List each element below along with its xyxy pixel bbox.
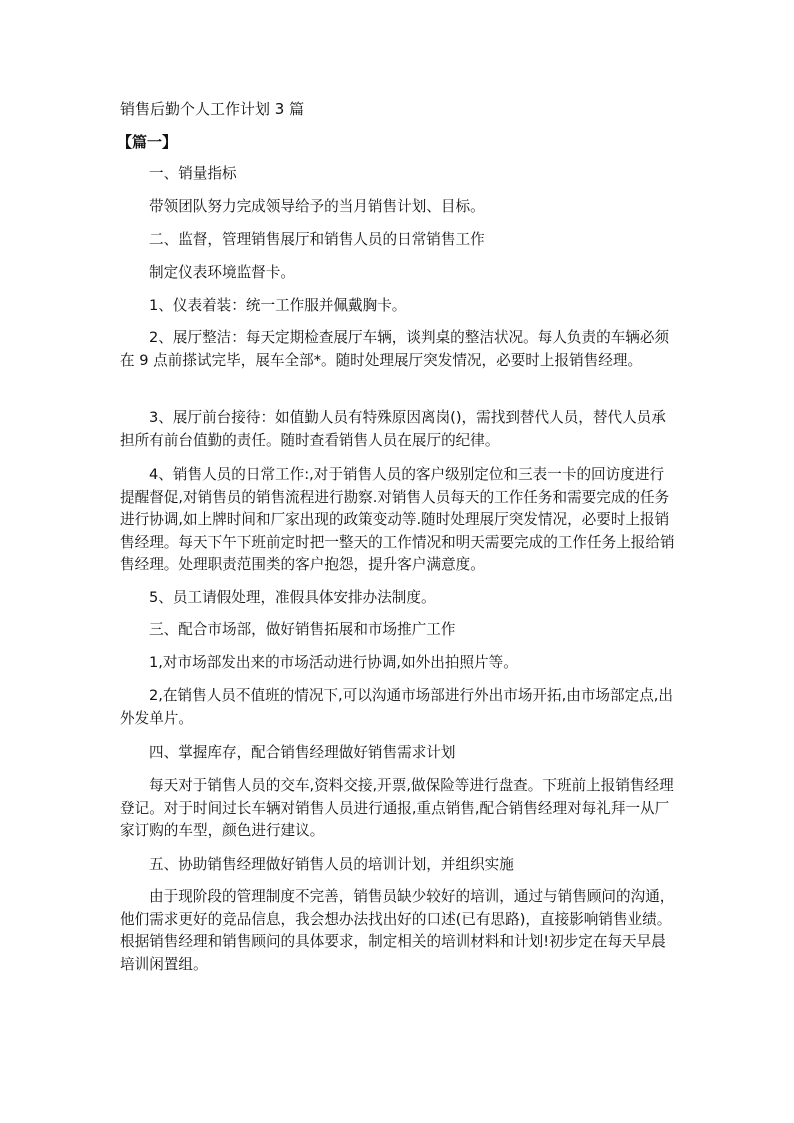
list-item: 1、仪表着装：统一工作服并佩戴胸卡。 xyxy=(149,297,407,314)
list-item: 1,对市场部发出来的市场活动进行协调,如外出拍照片等。 xyxy=(149,654,518,671)
list-item: 2、展厅整洁：每天定期检查展厅车辆，谈判桌的整洁状况。每人负责的车辆必须在 9 点前搽试完毕，展车全部*。随时处理展厅突发情况，必要时上报销售经理。 xyxy=(120,329,670,369)
heading-supervision: 二、监督，管理销售展厅和销售人员的日常销售工作 xyxy=(149,231,485,248)
heading-sales-target: 一、销量指标 xyxy=(149,165,237,182)
heading-training: 五、协助销售经理做好销售人员的培训计划，并组织实施 xyxy=(149,856,514,873)
paragraph: 每天对于销售人员的交车,资料交接,开票,做保险等进行盘查。下班前上报销售经理登记。对于时间过长车辆对销售人员进行通报,重点销售,配合销售经理对每礼拜一从厂家订购的车型，颜色进行建议。 xyxy=(120,777,674,839)
heading-inventory: 四、掌握库存，配合销售经理做好销售需求计划 xyxy=(149,744,456,761)
paragraph: 带领团队努力完成领导给予的当月销售计划、目标。 xyxy=(149,198,485,215)
list-item: 2,在销售人员不值班的情况下,可以沟通市场部进行外出市场开拓,由市场部定点,出外发单片。 xyxy=(120,687,674,727)
heading-marketing: 三、配合市场部，做好销售拓展和市场推广工作 xyxy=(149,621,456,638)
section-label: 【篇一】 xyxy=(117,133,178,151)
paragraph: 由于现阶段的管理制度不完善，销售员缺少较好的培训，通过与销售顾问的沟通，他们需求更好的竞品信息，我会想办法找出好的口述(已有思路)，直接影响销售业绩。根据销售经理和销售顾问的具体要求，制定相关的培训材料和计划!初步定在每天早晨培训闲置组。 xyxy=(120,888,675,973)
list-item: 5、员工请假处理，准假具体安排办法制度。 xyxy=(149,589,436,606)
document-title: 销售后勤个人工作计划 3 篇 xyxy=(120,100,305,118)
paragraph: 制定仪表环境监督卡。 xyxy=(149,264,295,281)
list-item: 3、展厅前台接待：如值勤人员有特殊原因离岗()，需找到替代人员，替代人员承担所有前台值勤的责任。随时查看销售人员在展厅的纪律。 xyxy=(120,409,666,449)
list-item: 4、销售人员的日常工作:,对于销售人员的客户级别定位和三表一卡的回访度进行提醒督促,对销售员的销售流程进行勘察.对销售人员每天的工作任务和需要完成的任务进行协调,如上牌时间和厂家出现的政策变动等.随时处理展厅突发情况，必要时上报销售经理。每天下午下班前定时把一整天的工作情况和明天需要完成的工作任务上报给销售经理。处理职责范围类的客户抱怨，提升客户满意度。 xyxy=(120,466,675,573)
